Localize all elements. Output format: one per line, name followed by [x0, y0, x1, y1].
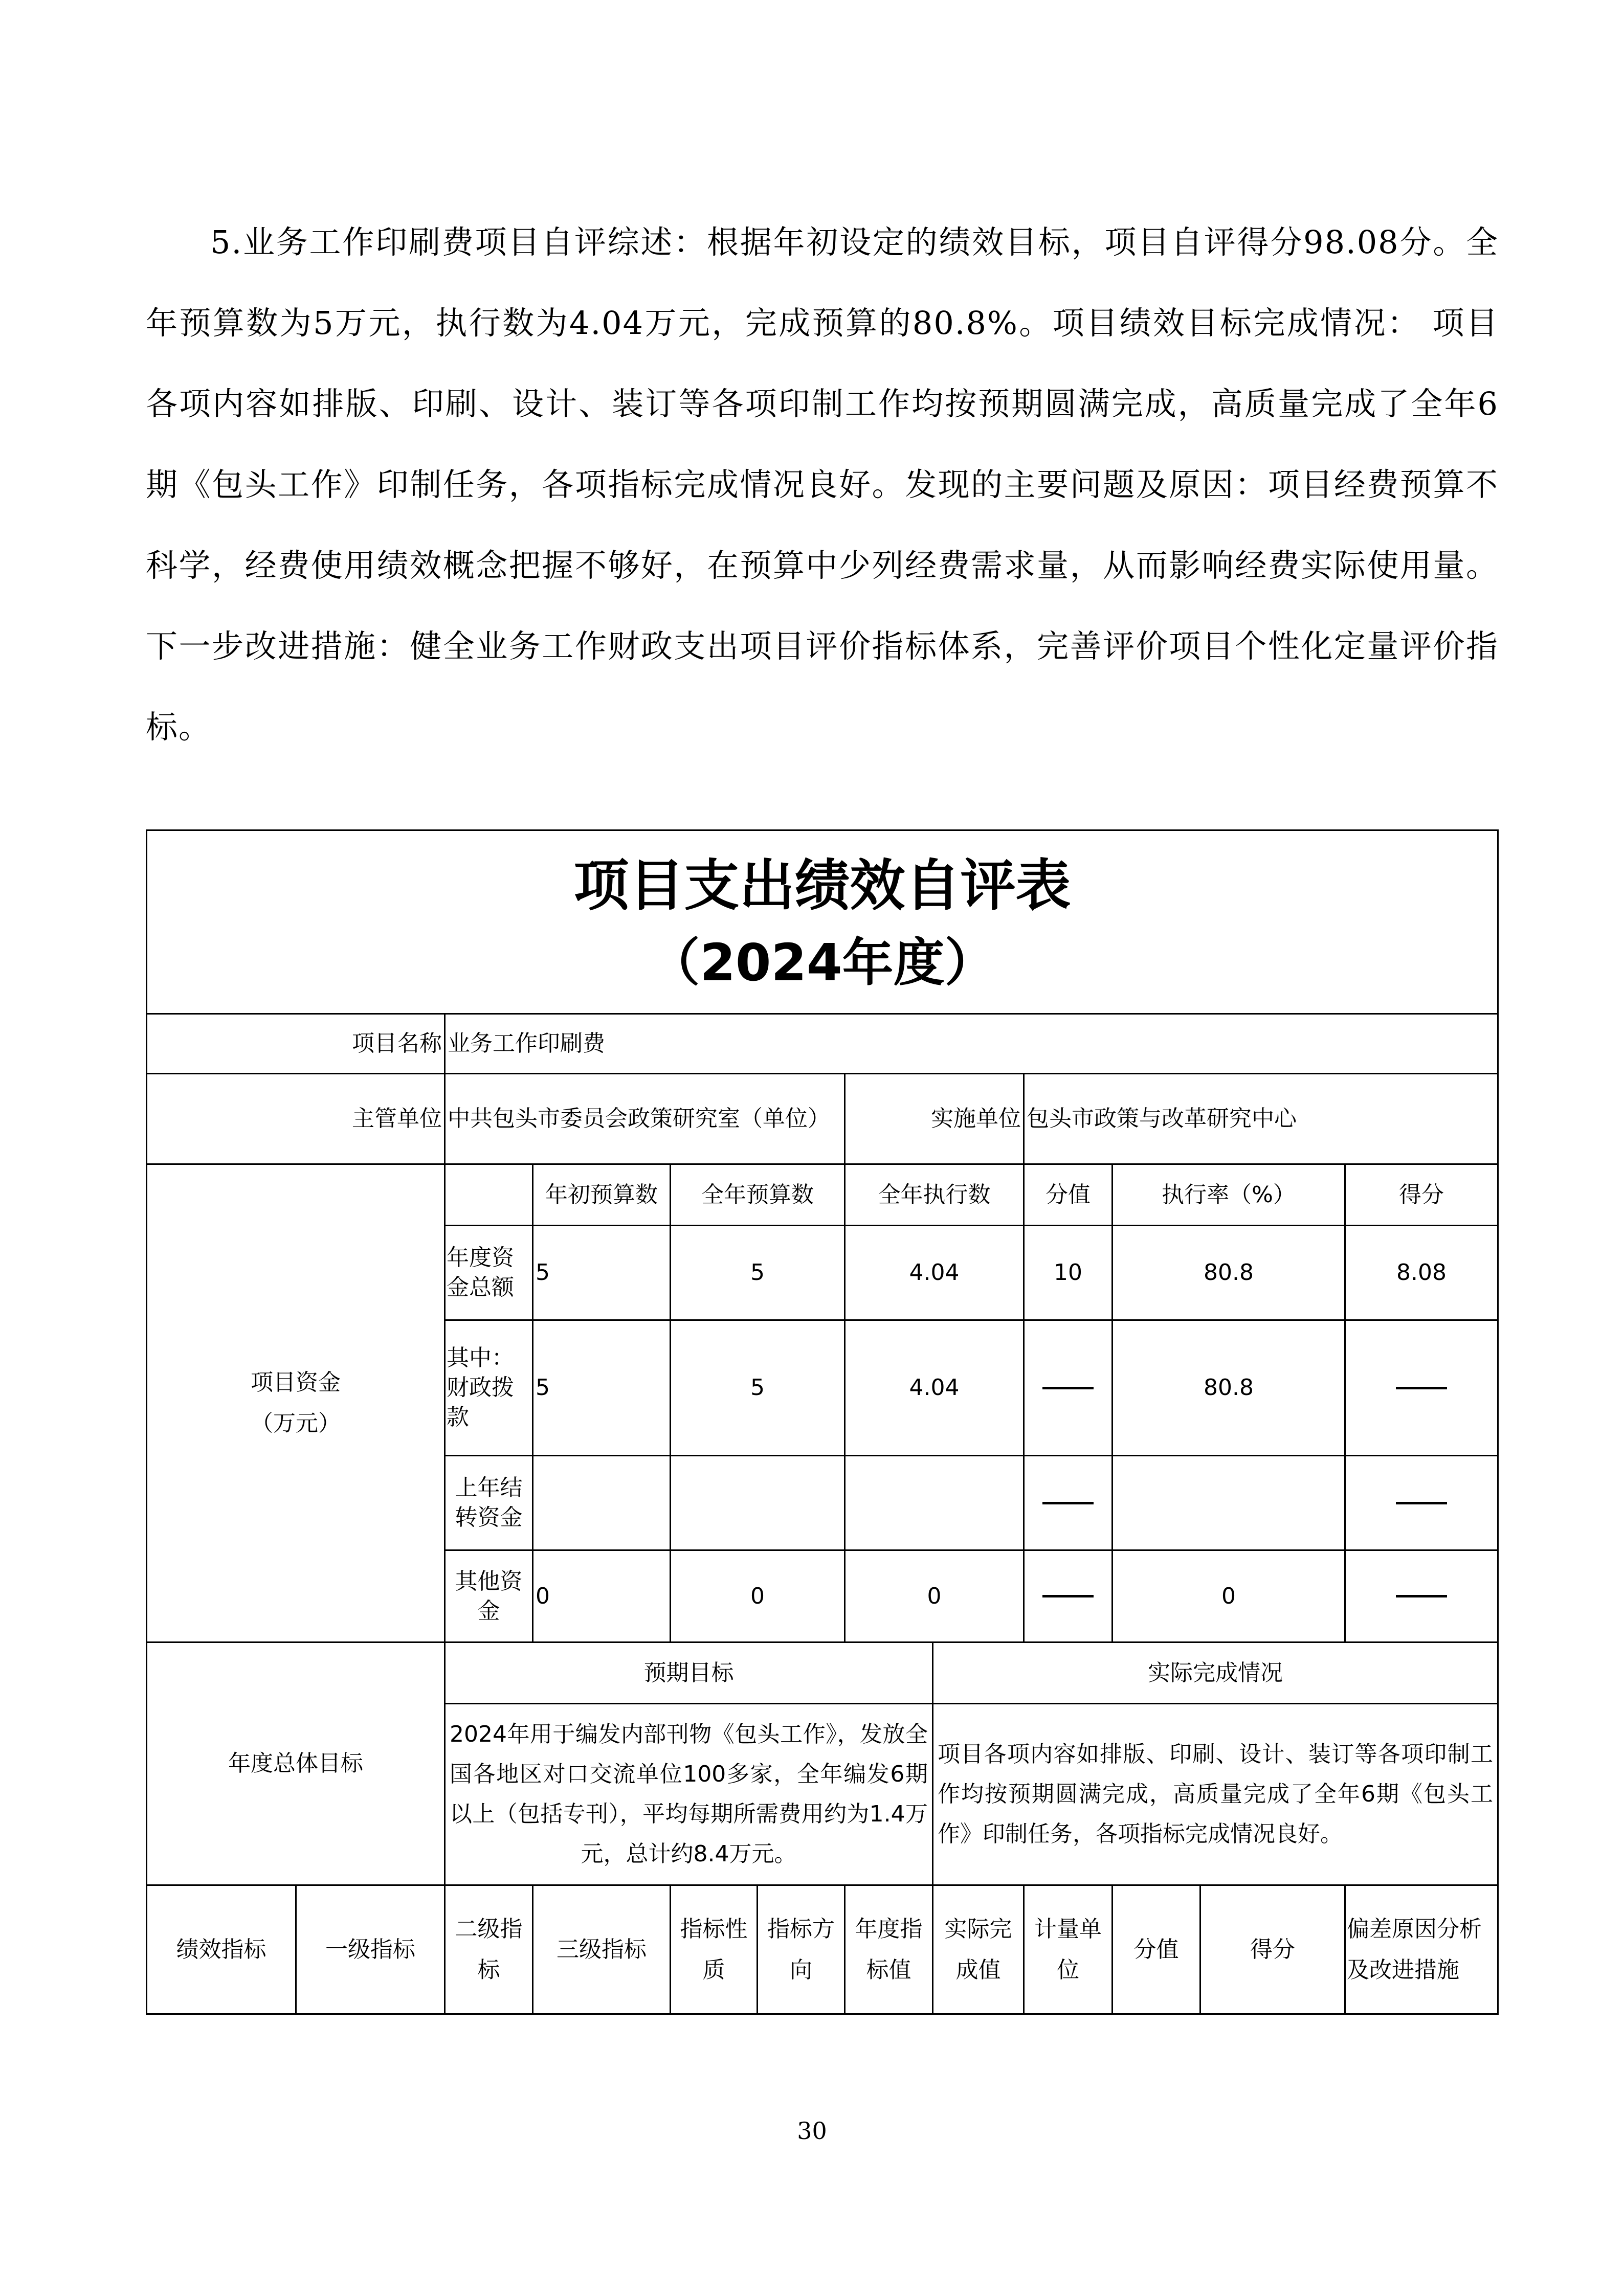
funds-row-score	[1344, 1319, 1499, 1456]
goals-expected-header: 预期目标	[444, 1641, 933, 1704]
implementer-value: 包头市政策与改革研究中心	[1023, 1073, 1499, 1165]
funds-row-score	[1344, 1549, 1499, 1643]
funds-row-weight: 10	[1023, 1225, 1113, 1321]
table-subtitle: （2024年度）	[649, 933, 996, 993]
goals-actual-text: 项目各项内容如排版、印刷、设计、装订等各项印制工作均按预期圆满完成，高质量完成了全年6期《包头工作》印制任务，各项指标完成情况良好。	[932, 1703, 1499, 1886]
funds-row-annual: 0	[670, 1549, 846, 1643]
funds-row-initial: 5	[532, 1225, 671, 1321]
funds-label-cell	[146, 1163, 446, 1643]
funds-header-initial: 年初预算数	[532, 1163, 671, 1226]
funds-row-initial: 5	[532, 1319, 671, 1456]
funds-header-rate: 执行率（%）	[1111, 1163, 1346, 1226]
summary-paragraph	[146, 202, 1499, 768]
funds-header-weight: 分值	[1023, 1163, 1113, 1226]
funds-row-label: 其他资金	[444, 1549, 533, 1643]
indicator-header: 分值	[1111, 1884, 1201, 2015]
funds-header-score: 得分	[1344, 1163, 1499, 1226]
funds-row-label: 年度资金总额	[444, 1225, 533, 1321]
indicator-header: 指标性质	[670, 1884, 758, 2015]
goals-expected-text: 2024年用于编发内部刊物《包头工作》，发放全国各地区对口交流单位100多家，全年编发6期以上（包括专刊），平均每期所需费用约为1.4万元，总计约8.4万元。	[444, 1703, 933, 1886]
goals-actual-header: 实际完成情况	[932, 1641, 1499, 1704]
implementer-label: 实施单位	[844, 1073, 1025, 1165]
funds-row-weight	[1023, 1455, 1113, 1551]
project-name-value: 业务工作印刷费	[444, 1013, 1499, 1074]
indicator-header: 指标方向	[757, 1884, 846, 2015]
funds-row-executed: 4.04	[844, 1225, 1025, 1321]
dash-placeholder	[1042, 1502, 1094, 1504]
project-name-label: 项目名称	[146, 1013, 446, 1074]
funds-row-score: 8.08	[1344, 1225, 1499, 1321]
funds-row-annual	[670, 1455, 846, 1551]
indicator-header: 实际完成值	[932, 1884, 1025, 2015]
funds-row-annual: 5	[670, 1319, 846, 1456]
funds-header-blank	[444, 1163, 533, 1226]
funds-row-executed	[844, 1455, 1025, 1551]
supervisor-label: 主管单位	[146, 1073, 446, 1165]
funds-row-label: 上年结转资金	[444, 1455, 533, 1551]
funds-label: 项目资金	[251, 1369, 341, 1395]
dash-placeholder	[1042, 1387, 1094, 1389]
funds-row-rate: 0	[1111, 1549, 1346, 1643]
supervisor-value: 中共包头市委员会政策研究室（单位）	[444, 1073, 846, 1165]
indicator-header: 一级指标	[295, 1884, 446, 2015]
funds-row-rate: 80.8	[1111, 1319, 1346, 1456]
indicator-header: 计量单位	[1023, 1884, 1113, 2015]
indicator-header: 得分	[1199, 1884, 1346, 2015]
goals-label: 年度总体目标	[146, 1641, 446, 1886]
funds-row-score	[1344, 1455, 1499, 1551]
funds-row-executed: 4.04	[844, 1319, 1025, 1456]
funds-row-initial	[532, 1455, 671, 1551]
dash-placeholder	[1396, 1387, 1447, 1389]
table-title: 项目支出绩效自评表	[573, 854, 1071, 918]
indicator-header: 偏差原因分析及改进措施	[1344, 1884, 1499, 2015]
indicator-header: 三级指标	[532, 1884, 671, 2015]
dash-placeholder	[1396, 1595, 1447, 1597]
funds-header-annual: 全年预算数	[670, 1163, 846, 1226]
funds-row-label: 其中：财政拨款	[444, 1319, 533, 1456]
dash-placeholder	[1042, 1595, 1094, 1597]
funds-row-weight	[1023, 1319, 1113, 1456]
funds-unit: （万元）	[251, 1410, 341, 1436]
table-title-cell	[146, 829, 1499, 1015]
funds-row-weight	[1023, 1549, 1113, 1643]
indicator-header: 年度指标值	[844, 1884, 933, 2015]
indicator-header: 绩效指标	[146, 1884, 297, 2015]
page-number: 30	[797, 2117, 827, 2145]
dash-placeholder	[1396, 1502, 1447, 1504]
summary-text: 5.业务工作印刷费项目自评综述：根据年初设定的绩效目标，项目自评得分98.08分。全年预算数为5万元，执行数为4.04万元，完成预算的80.8%。项目绩效目标完成情况： 项目各项内容如排版、印刷、设计、装订等各项印制工作均按预期圆满完成，高质量完成了全年6期《包头工作》印制任务，各项指标完成情况良好。发现的主要问题及原因：项目经费预算不科学，经费使用绩效概念把握不够好，在预算中少列经费需求量，从而影响经费实际使用量。下一步改进措施：健全业务工作财政支出项目评价指标体系，完善评价项目个性化定量评价指标。	[146, 223, 1499, 746]
funds-row-initial: 0	[532, 1549, 671, 1643]
funds-header-executed: 全年执行数	[844, 1163, 1025, 1226]
funds-row-rate: 80.8	[1111, 1225, 1346, 1321]
indicator-header: 二级指标	[444, 1884, 533, 2015]
funds-row-annual: 5	[670, 1225, 846, 1321]
funds-row-executed: 0	[844, 1549, 1025, 1643]
funds-row-rate	[1111, 1455, 1346, 1551]
